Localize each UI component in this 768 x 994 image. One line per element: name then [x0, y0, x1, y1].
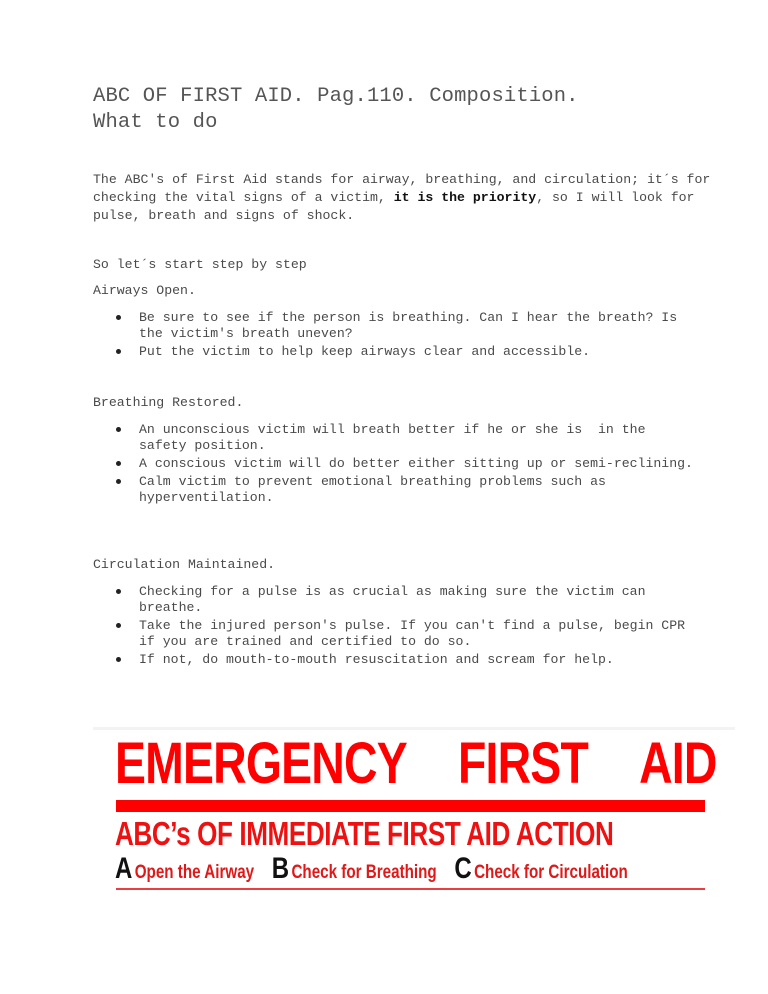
headline-word-1: EMERGENCY — [115, 731, 407, 796]
step-letter-a: A — [115, 852, 133, 885]
list-item — [93, 652, 693, 668]
section-heading-circulation: Circulation Maintained. — [93, 557, 276, 572]
bullet-icon — [116, 427, 121, 432]
list-item-text: Be sure to see if the person is breathing. Can I hear the breath? Is the victim's breath uneven? — [139, 310, 678, 341]
list-item — [93, 584, 693, 616]
section-heading-airways: Airways Open. — [93, 283, 196, 298]
banner-headline — [115, 729, 717, 799]
headline-word-2: FIRST — [457, 731, 588, 796]
headline-word-3: AID — [639, 731, 717, 796]
airways-bullet-list — [93, 310, 693, 362]
page-title — [93, 84, 713, 136]
breathing-bullet-list — [93, 422, 693, 508]
bullet-icon — [116, 349, 121, 354]
step-text-circulation: Check for Circulation — [474, 862, 628, 883]
list-item-text: If not, do mouth-to-mouth resuscitation and scream for help. — [139, 652, 614, 667]
step-intro: So let´s start step by step — [93, 257, 307, 272]
list-item — [93, 422, 693, 454]
list-item — [93, 344, 693, 360]
emergency-first-aid-banner — [93, 727, 735, 897]
list-item-text: An unconscious victim will breath better if he or she is in the safety position. — [139, 422, 646, 453]
bullet-icon — [116, 315, 121, 320]
list-item — [93, 310, 693, 342]
list-item — [93, 618, 693, 650]
list-item — [93, 474, 693, 506]
bullet-icon — [116, 623, 121, 628]
step-text-airway: Open the Airway — [134, 862, 255, 883]
bullet-icon — [116, 657, 121, 662]
bullet-icon — [116, 589, 121, 594]
banner-abc-steps — [115, 854, 628, 884]
step-text-breathing: Check for Breathing — [291, 862, 437, 883]
section-heading-breathing: Breathing Restored. — [93, 395, 244, 410]
bullet-icon — [116, 479, 121, 484]
list-item-text: Calm victim to prevent emotional breathing problems such as hyperventilation. — [139, 474, 606, 505]
list-item-text: A conscious victim will do better either sitting up or semi-reclining. — [139, 456, 693, 471]
title-line-2: What to do — [93, 111, 218, 134]
list-item-text: Take the injured person's pulse. If you can't find a pulse, begin CPR if you are trained and certified to do so. — [139, 618, 686, 649]
list-item-text: Checking for a pulse is as crucial as making sure the victim can breathe. — [139, 584, 646, 615]
intro-bold-text: it is the priority — [393, 190, 537, 205]
banner-subheadline: ABC’s OF IMMEDIATE FIRST AID ACTION — [115, 815, 614, 852]
bullet-icon — [116, 461, 121, 466]
intro-paragraph — [93, 171, 733, 225]
banner-bottom-rule — [116, 888, 705, 890]
circulation-bullet-list — [93, 584, 693, 670]
title-line-1: ABC OF FIRST AID. Pag.110. Composition. — [93, 85, 579, 108]
step-letter-b: B — [271, 852, 290, 885]
intro-text-2: , so I will look for pulse, breath and signs of shock. — [93, 190, 695, 223]
list-item-text: Put the victim to help keep airways clear and accessible. — [139, 344, 591, 359]
intro-text-1: The ABC's of First Aid stands for airway, breathing, and circulation; it´s for checking the vital signs of a victim, — [93, 172, 711, 205]
banner-divider-bar — [116, 800, 705, 812]
step-letter-c: C — [454, 852, 472, 885]
list-item — [93, 456, 693, 472]
